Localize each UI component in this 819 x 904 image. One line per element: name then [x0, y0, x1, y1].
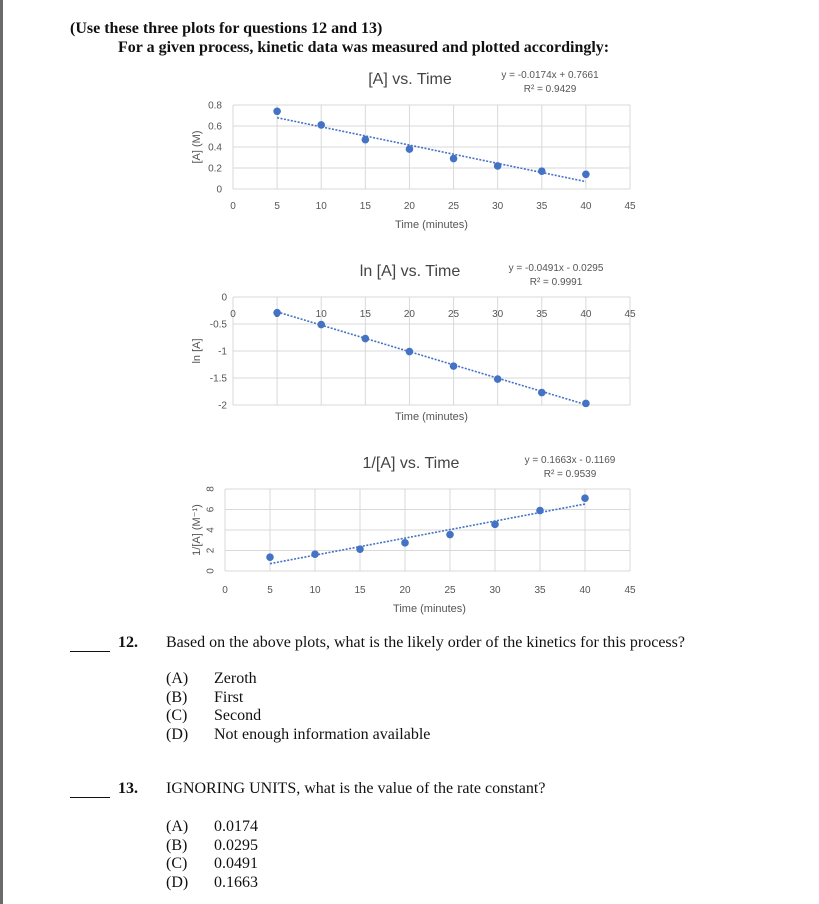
y-tick-label: 0.6	[208, 121, 222, 133]
y-tick-label: 0	[205, 568, 217, 574]
data-point	[581, 494, 589, 502]
y-tick-label: 0.8	[208, 100, 222, 112]
intro-line-1: (Use these three plots for questions 12 and 13)	[70, 20, 383, 37]
data-point	[536, 507, 544, 515]
chart-title: 1/[A] vs. Time	[362, 455, 460, 472]
x-tick-label: 0	[230, 309, 236, 320]
data-point	[401, 539, 409, 547]
x-tick-label: 45	[624, 201, 636, 212]
x-tick-label: 40	[580, 201, 592, 212]
option-13-b: (B) 0.0295	[166, 836, 258, 854]
y-tick-label: 0.4	[208, 142, 222, 154]
trendline-equation: y = -0.0491x - 0.0295	[508, 263, 604, 274]
chart-title: [A] vs. Time	[368, 71, 452, 88]
option-12-a: (A) Zeroth	[166, 670, 257, 687]
option-12-d: (D) Not enough information available	[166, 725, 431, 743]
answer-blank-12[interactable]	[70, 651, 110, 652]
option-13-a: (A) 0.0174	[166, 818, 258, 835]
x-tick-label: 0	[222, 585, 228, 596]
x-tick-label: 10	[315, 201, 327, 212]
y-tick-label: -2	[218, 400, 227, 412]
x-tick-label: 15	[354, 585, 366, 596]
option-13-c: (C) 0.0491	[166, 855, 258, 872]
options-12	[166, 670, 430, 744]
x-tick-label: 20	[399, 585, 411, 596]
x-tick-label: 10	[309, 585, 321, 596]
y-tick-label: -1	[218, 346, 227, 358]
x-tick-label: 20	[403, 309, 416, 320]
x-tick-label: 45	[624, 585, 636, 596]
data-point	[266, 553, 274, 561]
x-tick-label: 45	[624, 309, 636, 320]
x-tick-label: 25	[447, 201, 460, 212]
y-tick-label: 0.2	[208, 163, 222, 175]
x-tick-label: 30	[489, 585, 501, 596]
x-tick-label: 10	[315, 309, 327, 320]
x-tick-label: 35	[536, 201, 548, 212]
data-point	[311, 550, 319, 558]
y-tick-label: 0	[221, 292, 227, 304]
chart-title: ln [A] vs. Time	[359, 263, 461, 280]
option-12-c: (C) Second	[166, 707, 262, 724]
x-tick-label: 25	[444, 585, 456, 596]
x-tick-label: 40	[580, 309, 592, 320]
option-13-d: (D) 0.1663	[166, 873, 258, 891]
data-point	[446, 531, 454, 539]
intro-line-2: For a given process, kinetic data was measured and plotted accordingly:	[118, 39, 610, 56]
r-squared-label: R² = 0.9429	[523, 84, 577, 95]
question-number-13: 13.	[118, 780, 138, 797]
y-tick-label: 0	[216, 184, 222, 196]
x-tick-label: 40	[579, 585, 591, 596]
x-tick-label: 20	[403, 201, 416, 212]
x-tick-label: 25	[447, 309, 460, 320]
trendline-equation: y = -0.0174x + 0.7661	[501, 70, 599, 81]
y-tick-label: -1.5	[209, 373, 227, 385]
y-tick-label: 6	[205, 506, 217, 513]
question-text-12: Based on the above plots, what is the likely order of the kinetics for this process?	[166, 634, 685, 651]
r-squared-label: R² = 0.9991	[529, 277, 583, 288]
y-tick-label: 8	[205, 486, 217, 492]
y-axis-title: [A] (M)	[190, 130, 203, 164]
y-axis-title: ln [A]	[190, 338, 203, 364]
x-tick-label: 0	[230, 201, 236, 212]
question-number-12: 12.	[118, 634, 138, 651]
y-tick-label: 2	[205, 547, 217, 554]
x-tick-label: 5	[267, 585, 273, 596]
x-tick-label: 30	[492, 309, 504, 320]
y-axis-title: 1/[A] (M⁻¹)	[190, 504, 203, 556]
x-axis-title: Time (minutes)	[393, 603, 466, 615]
option-12-b: (B) First	[166, 688, 244, 706]
question-text-13: IGNORING UNITS, what is the value of the rate constant?	[166, 780, 546, 797]
x-tick-label: 35	[536, 309, 548, 320]
x-tick-label: 15	[359, 309, 371, 320]
answer-blank-13[interactable]	[70, 797, 110, 798]
data-point	[356, 545, 364, 553]
x-tick-label: 5	[274, 201, 280, 212]
x-axis-title: Time (minutes)	[395, 219, 468, 231]
x-tick-label: 35	[534, 585, 546, 596]
y-tick-label: -0.5	[209, 319, 227, 331]
data-point	[491, 521, 499, 529]
options-13	[166, 818, 258, 892]
trendline-equation: y = 0.1663x - 0.1169	[524, 455, 616, 466]
y-tick-label: 4	[205, 527, 217, 533]
r-squared-label: R² = 0.9539	[543, 469, 597, 480]
x-axis-title: Time (minutes)	[395, 411, 468, 423]
x-tick-label: 15	[359, 201, 371, 212]
x-tick-label: 30	[492, 201, 504, 212]
